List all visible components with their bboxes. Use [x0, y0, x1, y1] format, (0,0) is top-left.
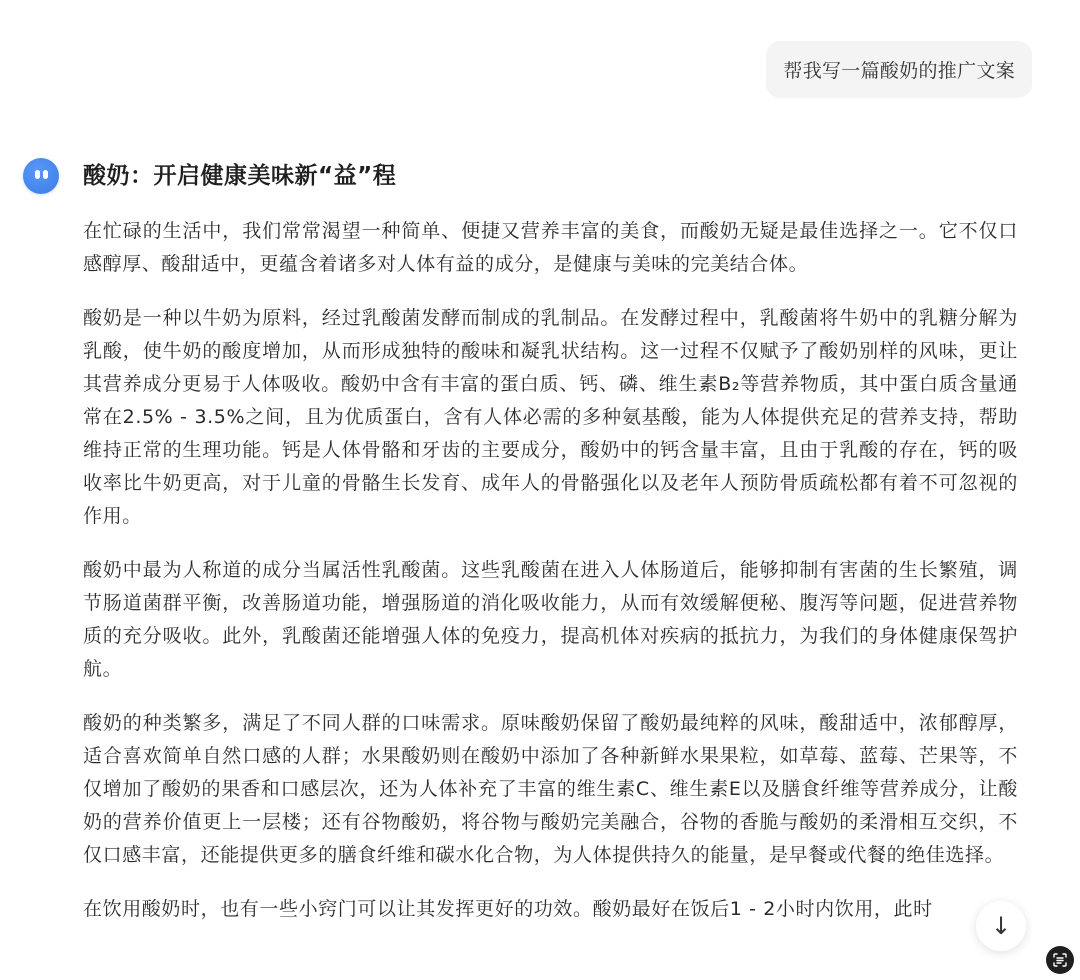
avatar-right-eye	[43, 170, 48, 179]
scan-text-button[interactable]	[1046, 946, 1074, 974]
answer-paragraph: 酸奶中最为人称道的成分当属活性乳酸菌。这些乳酸菌在进入人体肠道后，能够抑制有害菌的生长繁殖，调节肠道菌群平衡，改善肠道功能，增强肠道的消化吸收能力，从而有效缓解便秘、腹泻等问题，促进营养物质的充分吸收。此外，乳酸菌还能增强人体的免疫力，提高机体对疾病的抵抗力，为我们的身体健康保驾护航。	[83, 559, 1018, 680]
user-message-bubble	[766, 41, 1032, 98]
scan-text-icon	[1052, 952, 1068, 968]
answer-title: 酸奶：开启健康美味新“益”程	[83, 163, 397, 189]
arrow-down-icon: ↓	[990, 912, 1012, 940]
answer-paragraph: 酸奶的种类繁多，满足了不同人群的口味需求。原味酸奶保留了酸奶最纯粹的风味，酸甜适中，浓郁醇厚，适合喜欢简单自然口感的人群；水果酸奶则在酸奶中添加了各种新鲜水果果粒，如草莓、蓝莓、芒果等，不仅增加了酸奶的果香和口感层次，还为人体补充了丰富的维生素C、维生素E以及膳食纤维等营养成分，让酸奶的营养价值更上一层楼；还有谷物酸奶，将谷物与酸奶完美融合，谷物的香脆与酸奶的柔滑相互交织，不仅口感丰富，还能提供更多的膳食纤维和碳水化合物，为人体提供持久的能量，是早餐或代餐的绝佳选择。	[83, 712, 1018, 866]
user-message-text: 帮我写一篇酸奶的推广文案	[783, 60, 1015, 82]
bot-face-icon	[23, 158, 59, 194]
assistant-message	[83, 156, 1018, 947]
answer-paragraph: 在忙碌的生活中，我们常常渴望一种简单、便捷又营养丰富的美食，而酸奶无疑是最佳选择之一。它不仅口感醇厚、酸甜适中，更蕴含着诸多对人体有益的成分，是健康与美味的完美结合体。	[83, 220, 1018, 275]
answer-paragraph: 在饮用酸奶时，也有一些小窍门可以让其发挥更好的功效。酸奶最好在饭后1 - 2小时内饮用，此时	[83, 898, 933, 920]
answer-paragraph: 酸奶是一种以牛奶为原料，经过乳酸菌发酵而制成的乳制品。在发酵过程中，乳酸菌将牛奶中的乳糖分解为乳酸，使牛奶的酸度增加，从而形成独特的酸味和凝乳状结构。这一过程不仅赋予了酸奶别样的风味，更让其营养成分更易于人体吸收。酸奶中含有丰富的蛋白质、钙、磷、维生素B₂等营养物质，其中蛋白质含量通常在2.5% - 3.5%之间，且为优质蛋白，含有人体必需的多种氨基酸，能为人体提供充足的营养支持，帮助维持正常的生理功能。钙是人体骨骼和牙齿的主要成分，酸奶中的钙含量丰富，且由于乳酸的存在，钙的吸收率比牛奶更高，对于儿童的骨骼生长发育、成年人的骨骼强化以及老年人预防骨质疏松都有着不可忽视的作用。	[83, 307, 1018, 527]
scroll-to-bottom-button[interactable]	[976, 901, 1026, 951]
avatar-left-eye	[35, 170, 40, 179]
